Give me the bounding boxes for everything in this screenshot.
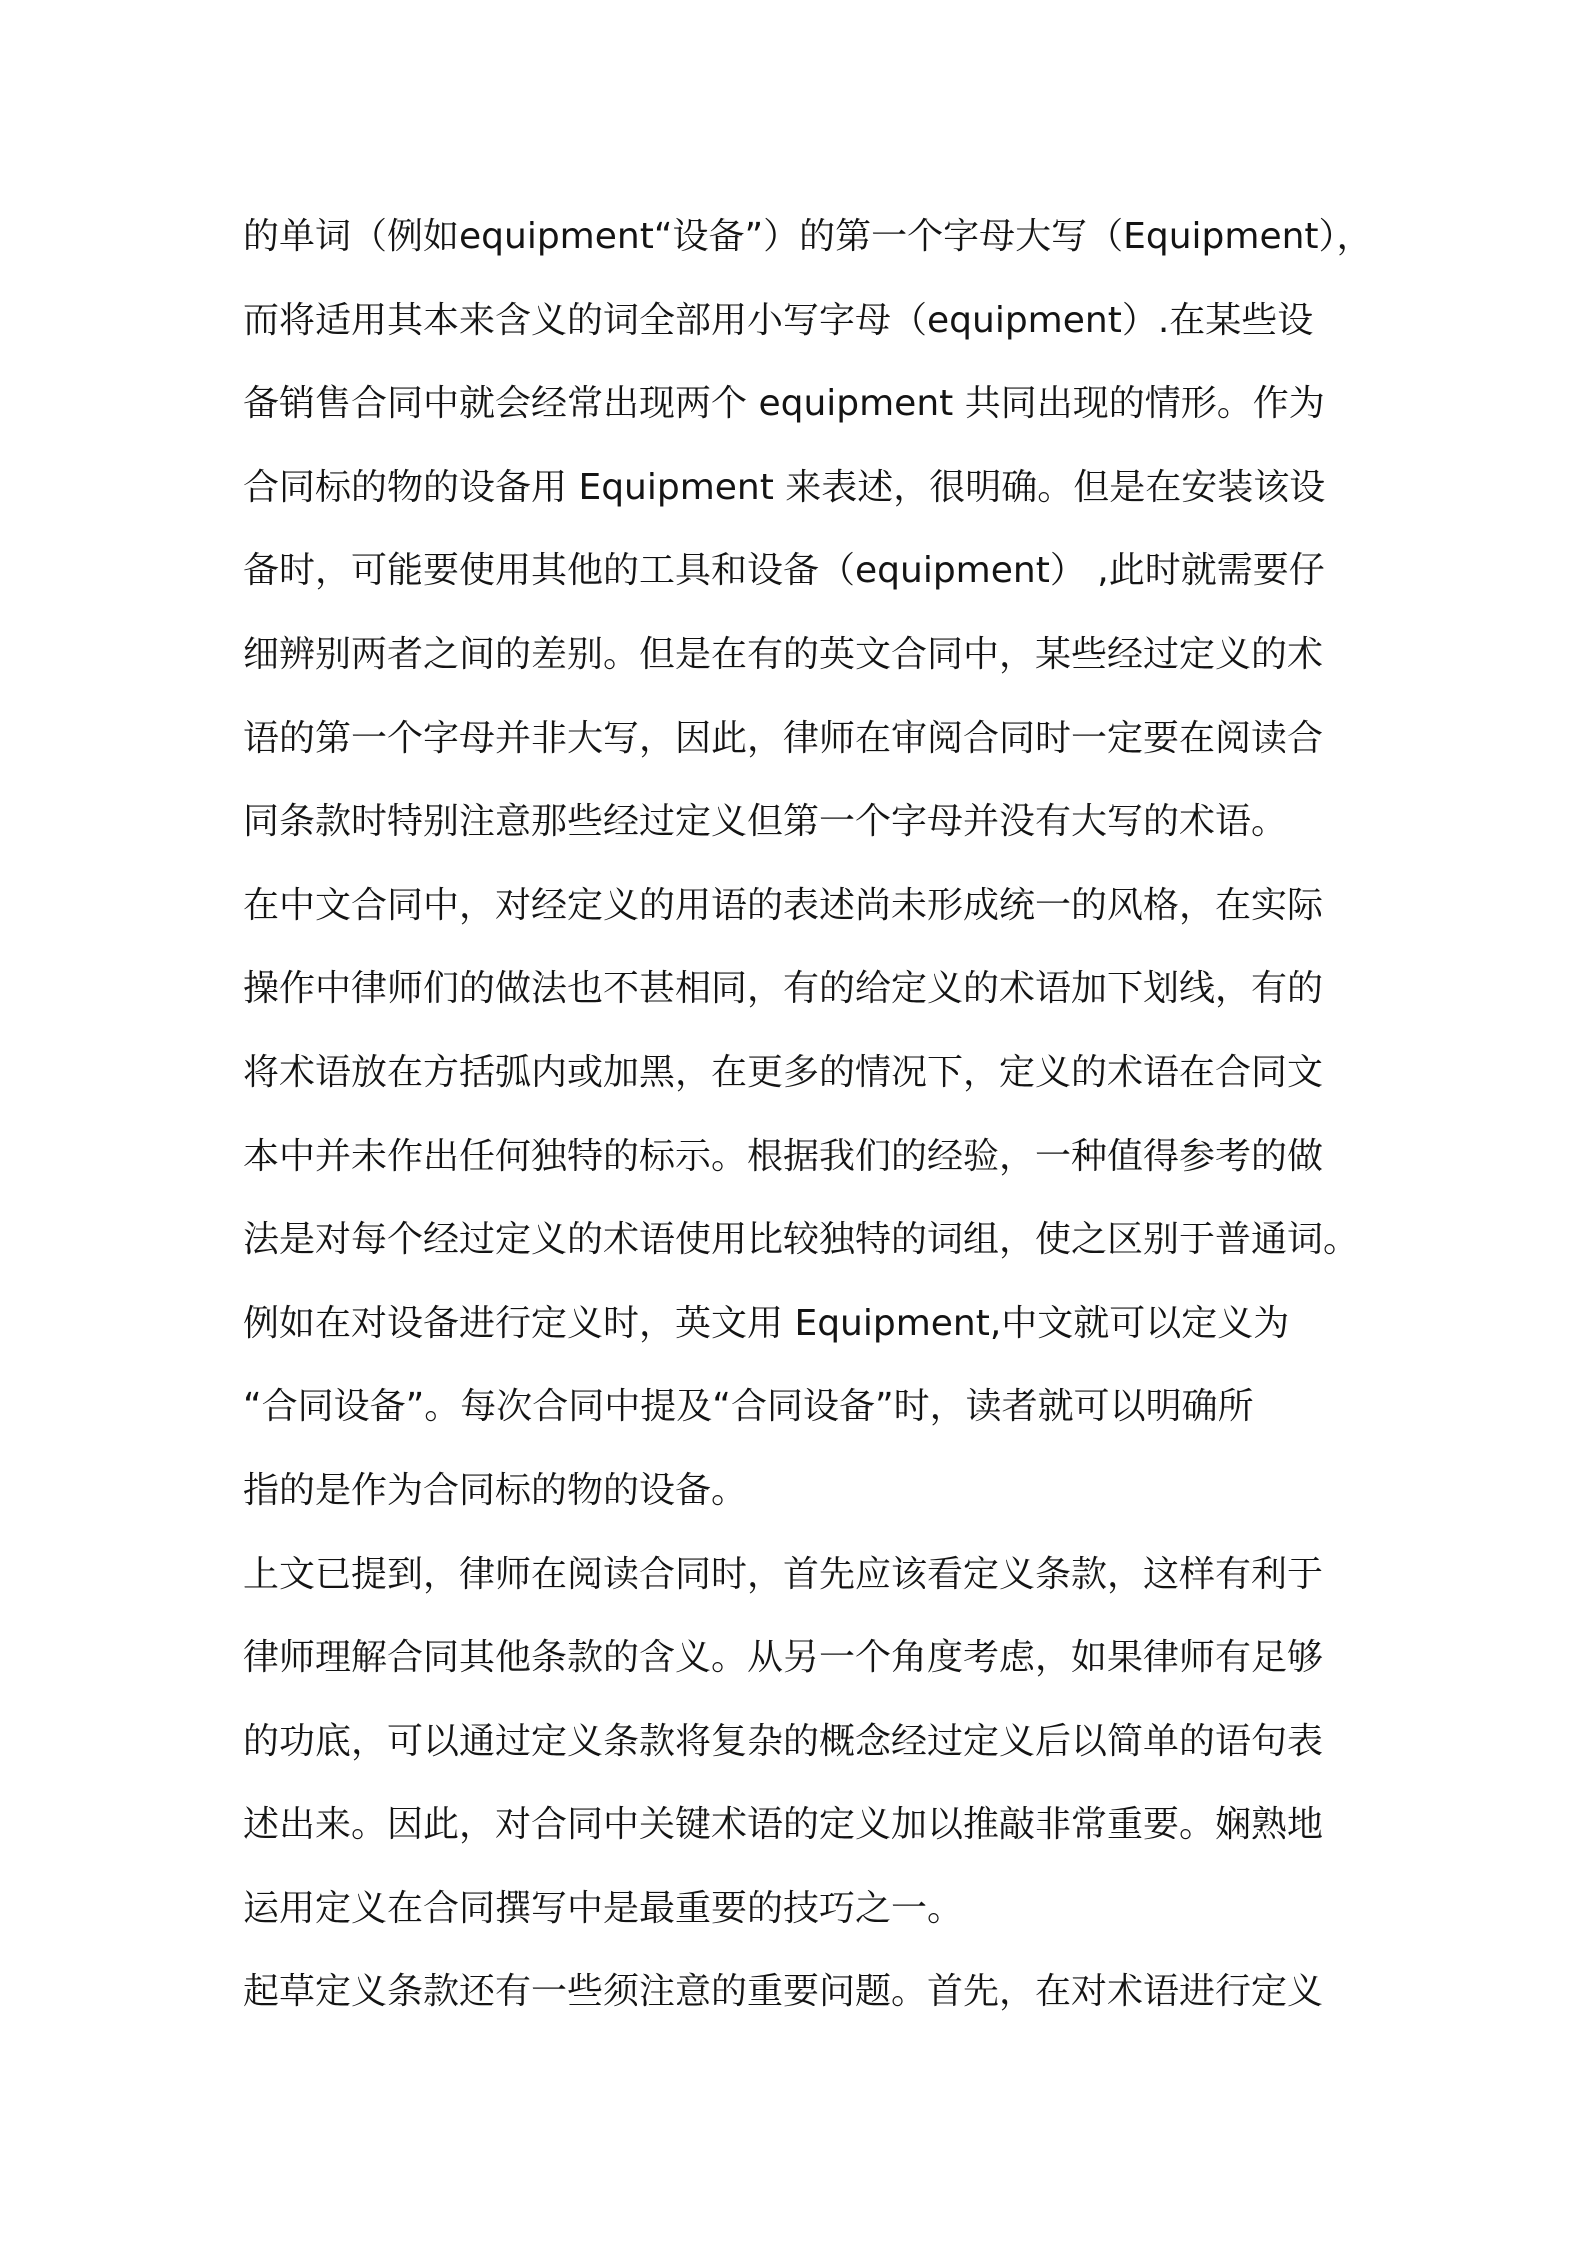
text-line: 例如在对设备进行定义时，英文用 Equipment,中文就可以定义为	[243, 1302, 1290, 1344]
text-line: 同条款时特别注意那些经过定义但第一个字母并没有大写的术语。	[243, 801, 1288, 843]
text-line: 而将适用其本来含义的词全部用小写字母（equipment）.在某些设	[243, 299, 1314, 341]
text-line: 在中文合同中，对经定义的用语的表述尚未形成统一的风格，在实际	[243, 884, 1324, 926]
text-line: 备销售合同中就会经常出现两个 equipment 共同出现的情形。作为	[243, 383, 1325, 425]
text-line: 律师理解合同其他条款的含义。从另一个角度考虑，如果律师有足够	[243, 1637, 1324, 1679]
text-line: 语的第一个字母并非大写，因此，律师在审阅合同时一定要在阅读合	[243, 717, 1324, 759]
text-line: 备时，可能要使用其他的工具和设备（equipment） ,此时就需要仔	[243, 550, 1325, 592]
text-line: 操作中律师们的做法也不甚相同，有的给定义的术语加下划线，有的	[243, 968, 1324, 1010]
text-line: 起草定义条款还有一些须注意的重要问题。首先，在对术语进行定义	[243, 1971, 1324, 2013]
text-line: 法是对每个经过定义的术语使用比较独特的词组，使之区别于普通词。	[243, 1219, 1360, 1261]
text-line: 将术语放在方括弧内或加黑，在更多的情况下，定义的术语在合同文	[243, 1051, 1324, 1093]
text-line: 的单词（例如equipment“设备”）的第一个字母大写（Equipment），	[243, 216, 1373, 257]
text-line: 述出来。因此，对合同中关键术语的定义加以推敲非常重要。娴熟地	[243, 1804, 1324, 1846]
text-line: 运用定义在合同撰写中是最重要的技巧之一。	[243, 1887, 964, 1929]
text-line: 细辨别两者之间的差别。但是在有的英文合同中，某些经过定义的术	[243, 633, 1324, 675]
text-line: “合同设备”。每次合同中提及“合同设备”时，读者就可以明确所	[243, 1386, 1254, 1428]
text-line: 上文已提到，律师在阅读合同时，首先应该看定义条款，这样有利于	[243, 1553, 1324, 1595]
text-line: 的功底，可以通过定义条款将复杂的概念经过定义后以简单的语句表	[243, 1720, 1324, 1762]
text-line: 指的是作为合同标的物的设备。	[243, 1469, 748, 1511]
text-line: 合同标的物的设备用 Equipment 来表述，很明确。但是在安装该设	[243, 466, 1326, 508]
text-line: 本中并未作出任何独特的标示。根据我们的经验，一种值得参考的做	[243, 1135, 1324, 1177]
body-text	[243, 195, 1383, 2034]
